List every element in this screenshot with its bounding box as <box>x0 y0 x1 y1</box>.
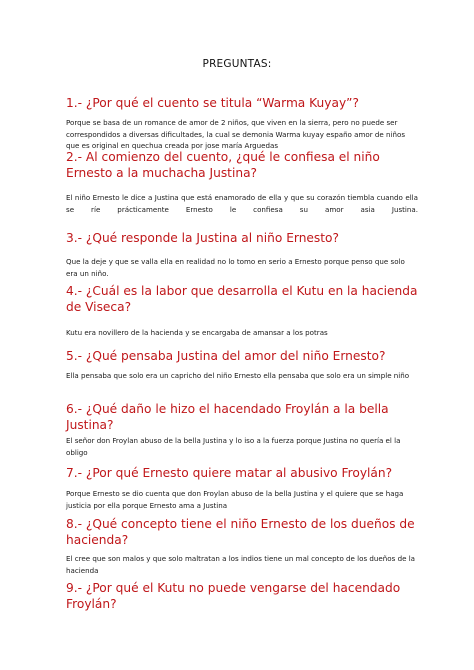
question-6: 6.- ¿Qué daño le hizo el hacendado Froylán a la bella Justina? <box>66 402 389 432</box>
question-2: 2.- Al comienzo del cuento, ¿qué le confiesa el niño Ernesto a la muchacha Justina? <box>66 150 380 180</box>
page-title: PREGUNTAS: <box>202 58 272 70</box>
answer-4: Kutu era novillero de la hacienda y se encargaba de amansar a los potras <box>66 328 328 337</box>
question-8: 8.- ¿Qué concepto tiene el niño Ernesto de los dueños de hacienda? <box>66 517 415 547</box>
question-4: 4.- ¿Cuál es la labor que desarrolla el Kutu en la hacienda de Viseca? <box>66 284 418 314</box>
answer-8: El cree que son malos y que solo maltratan a los indios tiene un mal concepto de los dueños de la hacienda <box>66 554 416 575</box>
answer-1: Porque se basa de un romance de amor de 2 niños, que viven en la sierra, pero no puede ser correspondidos a diversas dificultades, la cual se demonia Warma kuyay españo amor de niños que es original en quechua creada por jose maría Arguedas <box>66 118 406 151</box>
answer-2: El niño Ernesto le dice a Justina que está enamorado de ella y que su corazón tiembla cuando ella se ríe prácticamente Ernesto le confiesa su amor asia Justina. <box>66 193 418 214</box>
question-3: 3.- ¿Qué responde la Justina al niño Ernesto? <box>66 231 339 245</box>
answer-5: Ella pensaba que solo era un capricho del niño Ernesto ella pensaba que solo era un simple niño <box>66 371 410 380</box>
question-9: 9.- ¿Por qué el Kutu no puede vengarse del hacendado Froylán? <box>66 581 401 611</box>
answer-6: El señor don Froylan abuso de la bella Justina y lo iso a la fuerza porque Justina no quería el la obligo <box>66 436 401 457</box>
answer-7: Porque Ernesto se dio cuenta que don Froylan abuso de la bella Justina y el quiere que se haga justicia por ella porque Ernesto ama a Justina <box>66 489 404 510</box>
question-5: 5.- ¿Qué pensaba Justina del amor del niño Ernesto? <box>66 349 386 363</box>
question-7: 7.- ¿Por qué Ernesto quiere matar al abusivo Froylán? <box>66 466 393 480</box>
question-1: 1.- ¿Por qué el cuento se titula “Warma Kuyay”? <box>66 96 359 110</box>
answer-3: Que la deje y que se valla ella en realidad no lo tomo en serio a Ernesto porque penso que solo era un niño. <box>66 257 405 278</box>
